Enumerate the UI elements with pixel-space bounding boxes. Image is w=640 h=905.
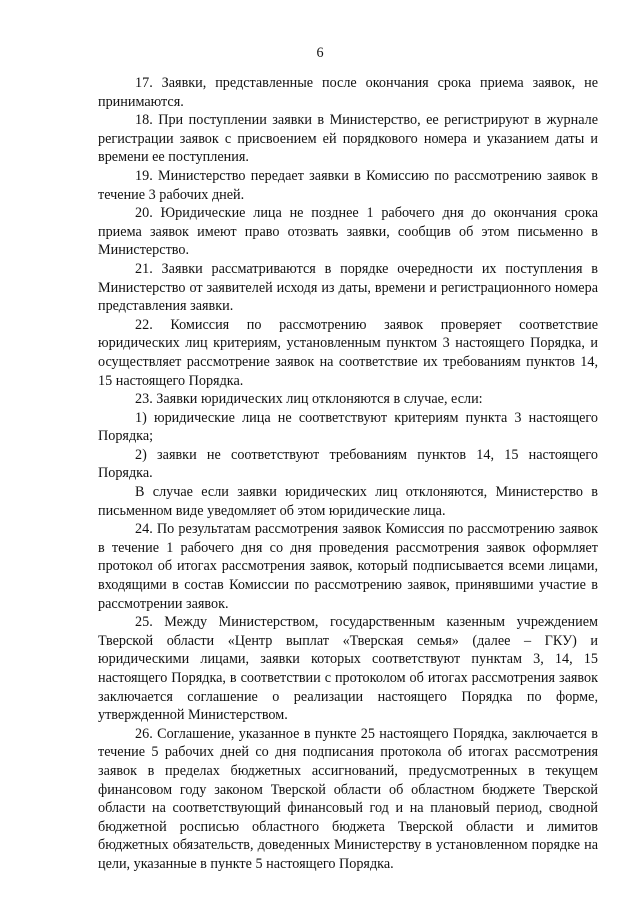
paragraph-20: 20. Юридические лица не позднее 1 рабочего дня до окончания срока приема заявок имеют право отозвать заявки, сообщив об этом письменно в Министерство. (98, 205, 598, 259)
paragraph-23-note: В случае если заявки юридических лиц отклоняются, Министерство в письменном виде уведомляет об этом юридические лица. (98, 484, 598, 519)
paragraph-19: 19. Министерство передает заявки в Комиссию по рассмотрению заявок в течение 3 рабочих дней. (98, 167, 598, 203)
paragraph-23-item-1: 1) юридические лица не соответствуют критериям пункта 3 настоящего Порядка; (98, 409, 598, 445)
paragraph-23-item-2: 2) заявки не соответствуют требованиям пунктов 14, 15 настоящего Порядка. (98, 446, 598, 482)
paragraph-23: 23. Заявки юридических лиц отклоняются в случае, если: (135, 391, 483, 408)
paragraph-25: 25. Между Министерством, государственным казенным учреждением Тверской области «Центр выплат «Тверская семья» (далее – ГКУ) и юридическими лицами, заявки которых соответствуют пунктам 3, 14, 15 настоящего Порядка, в соответствии с протоколом об итогах рассмотрения заявок заключается соглашение о реализации настоящего Порядка по форме, утвержденной Министерством. (98, 614, 598, 724)
paragraph-18: 18. При поступлении заявки в Министерство, ее регистрируют в журнале регистрации заявок с присвоением ей порядкового номера и указанием даты и времени ее поступления. (98, 112, 598, 166)
paragraph-21: 21. Заявки рассматриваются в порядке очередности их поступления в Министерство от заявителей исходя из даты, времени и регистрационного номера представления заявки. (98, 260, 598, 315)
paragraph-17: 17. Заявки, представленные после окончания срока приема заявок, не принимаются. (98, 75, 598, 110)
paragraph-22: 22. Комиссия по рассмотрению заявок проверяет соответствие юридических лиц критериям, установленным пунктом 3 настоящего Порядка, и осуществляет рассмотрение заявок на соответствие их требованиям пунктов 14, 15 настоящего Порядка. (98, 316, 598, 389)
paragraph-24: 24. По результатам рассмотрения заявок Комиссия по рассмотрению заявок в течение 1 рабочего дня со дня проведения рассмотрения заявок оформляет протокол об итогах рассмотрения заявок, который подписывается всеми лицами, входящими в состав Комиссии по рассмотрению заявок, принявшими участие в рассмотрении заявок. (98, 521, 598, 612)
paragraph-26: 26. Соглашение, указанное в пункте 25 настоящего Порядка, заключается в течение 5 рабочих дней со дня подписания протокола об итогах рассмотрения заявок в пределах бюджетных ассигнований, предусмотренных в текущем финансовом году законом Тверской области об областном бюджете Тверской области на соответствующий финансовый год и на плановый период, сводной бюджетной росписью областного бюджета Тверской области и лимитов бюджетных обязательств, доведенных Министерству в установленном порядке на цели, указанные в пункте 5 настоящего Порядка. (98, 725, 598, 872)
document-body (98, 74, 598, 874)
page-number: 6 (316, 45, 324, 61)
